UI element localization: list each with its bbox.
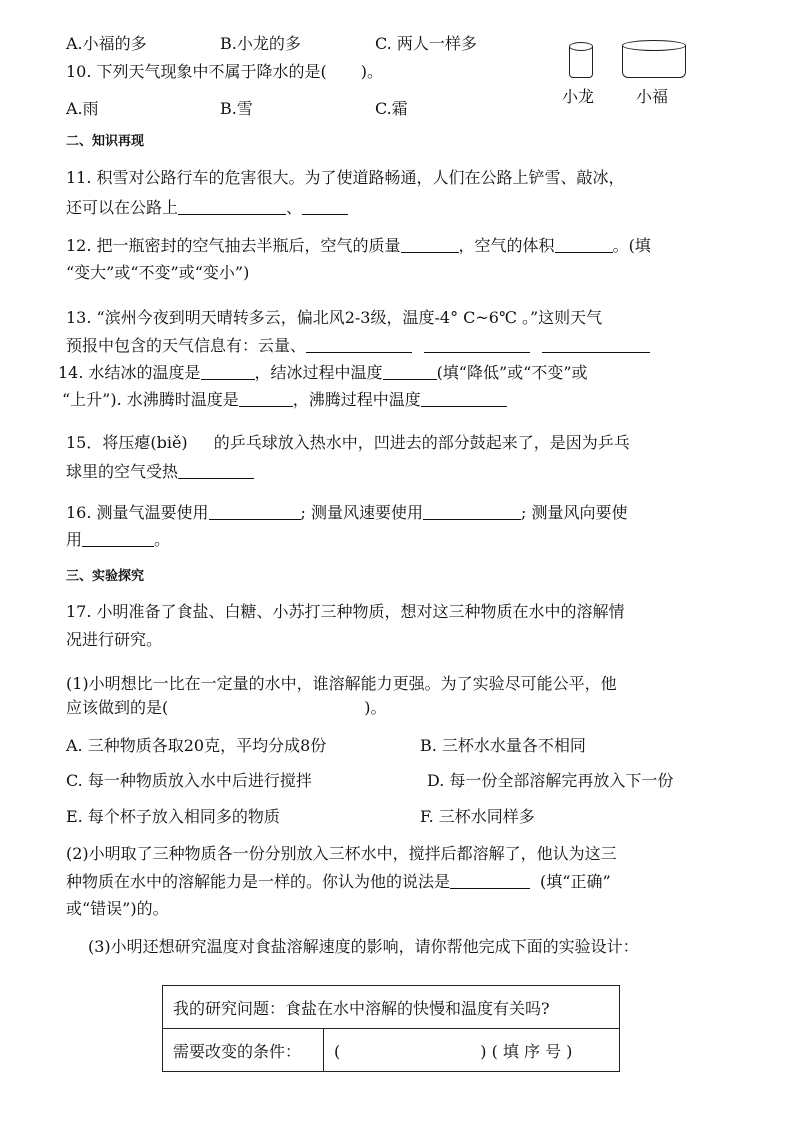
q15-line1 (66, 432, 630, 454)
q17-part2-line2 (66, 871, 611, 893)
section-3-title: 三、实验探究 (66, 569, 145, 584)
q16-text-c: ; 测量风向要使 (521, 503, 628, 522)
q13-line1: 13. “滨州今夜到明天晴转多云，偏北风2-3级，温度-4° C~6℃ 。”这则天气 (66, 308, 603, 327)
q16-text-b: ; 测量风速要使用 (300, 503, 424, 522)
condition-open-paren: ( (334, 1041, 341, 1061)
condition-close-paren: ) ( 填 序 号 ) (480, 1041, 573, 1061)
q17-part3-line1: (3)小明还想研究温度对食盐溶解速度的影响，请你帮他完成下面的实验设计： (88, 937, 639, 956)
q12-text-b: ，空气的体积 (458, 236, 555, 255)
q16-blank-temperature[interactable] (209, 503, 301, 520)
q16-line1 (66, 502, 628, 524)
q14-blank-freeze-process[interactable] (383, 363, 437, 380)
q14-blank-boil-temp[interactable] (239, 390, 293, 407)
q12-line2: “变大”或“不变”或“变小”) (66, 263, 250, 282)
q14-text-b: ，结冰过程中温度 (254, 363, 383, 382)
q17-part1-text-a: 应该做到的是( (66, 698, 169, 717)
q11-blank-1[interactable] (178, 198, 286, 215)
q12-text-a: 12. 把一瓶密封的空气抽去半瓶后，空气的质量 (66, 236, 401, 255)
q13-blank-2[interactable] (424, 336, 530, 353)
q16-blank-wind-direction[interactable] (82, 530, 154, 547)
big-cup-rim (622, 40, 686, 51)
condition-label-cell: 需要改变的条件： (163, 1029, 324, 1072)
q15-text-b: 的乒乓球放入热水中，凹进去的部分鼓起来了，是因为乒乓 (213, 433, 630, 452)
q9-option-b: B.小龙的多 (220, 34, 301, 53)
q15-text-a: 15．将压瘪(biě) (66, 433, 188, 452)
q14-blank-freeze-temp[interactable] (201, 363, 255, 380)
q16-line2 (66, 529, 170, 551)
q9-option-a: A.小福的多 (66, 34, 147, 53)
q14-line2 (62, 389, 507, 411)
q10-stem (66, 61, 383, 83)
q12-line1 (66, 235, 651, 257)
table-row (163, 1029, 620, 1072)
q14-text-d: “上升”). 水沸腾时温度是 (62, 390, 239, 409)
q17-option-f: F. 三杯水同样多 (420, 807, 535, 826)
q17-option-e: E. 每个杯子放入相同多的物质 (66, 807, 280, 826)
q17-option-a: A. 三种物质各取20克，平均分成8份 (66, 736, 327, 755)
q10-stem-end: )。 (360, 62, 384, 81)
q12-text-c: 。(填 (612, 236, 651, 255)
q17-line2: 况进行研究。 (66, 630, 163, 649)
q15-text-c: 球里的空气受热 (66, 462, 179, 481)
q14-line1 (58, 362, 588, 384)
experiment-design-table (162, 985, 620, 1072)
q17-part2-text-b: (填“正确” (540, 872, 611, 891)
table-row (163, 986, 620, 1029)
small-cup-rim (569, 42, 593, 51)
q17-part1-line2 (66, 697, 387, 719)
q13-blank-1[interactable] (306, 336, 412, 353)
q12-blank-mass[interactable] (401, 236, 459, 253)
q15-blank[interactable] (178, 462, 254, 479)
q17-option-d: D. 每一份全部溶解完再放入下一份 (427, 771, 674, 790)
q11-line2-text: 还可以在公路上 (66, 198, 179, 217)
q17-part1-line1: (1)小明想比一比在一定量的水中，谁溶解能力更强。为了实验尽可能公平，他 (66, 674, 617, 693)
q17-part2-line3: 或“错误”)的。 (66, 899, 169, 918)
small-cup-label: 小龙 (562, 87, 595, 106)
q17-option-c: C. 每一种物质放入水中后进行搅拌 (66, 771, 312, 790)
q11-separator: 、 (286, 198, 303, 217)
big-cup-label: 小福 (636, 87, 669, 106)
q14-blank-boil-process[interactable] (421, 390, 507, 407)
q11-blank-2[interactable] (302, 198, 348, 215)
q9-option-c: C. 两人一样多 (375, 34, 477, 53)
q10-option-c: C.霜 (375, 99, 408, 118)
q16-blank-wind-speed[interactable] (423, 503, 521, 520)
q17-part2-blank[interactable] (450, 872, 530, 889)
research-question-cell: 我的研究问题：食盐在水中溶解的快慢和温度有关吗? (163, 986, 620, 1029)
q17-part2-text-a: 种物质在水中的溶解能力是一样的。你认为他的说法是 (66, 872, 451, 891)
q10-option-b: B.雪 (220, 99, 253, 118)
q12-blank-volume[interactable] (555, 236, 613, 253)
q16-text-e: 。 (154, 530, 171, 549)
section-2-title: 二、知识再现 (66, 134, 145, 149)
q14-text-a: 14. 水结冰的温度是 (58, 363, 201, 382)
q17-part1-text-b: )。 (364, 698, 387, 717)
q16-text-a: 16. 测量气温要使用 (66, 503, 209, 522)
q13-text: 预报中包含的天气信息有：云量、 (66, 336, 307, 355)
q14-text-e: ，沸腾过程中温度 (292, 390, 421, 409)
q13-line2 (66, 335, 650, 357)
q11-line2 (66, 197, 348, 219)
q10-stem-text: 10. 下列天气现象中不属于降水的是( (66, 62, 327, 81)
condition-answer-cell[interactable] (324, 1029, 620, 1072)
q17-option-b: B. 三杯水水量各不相同 (420, 736, 586, 755)
q16-text-d: 用 (66, 530, 83, 549)
q14-text-c: (填“降低”或“不变”或 (436, 363, 588, 382)
q11-line1: 11. 积雪对公路行车的危害很大。为了使道路畅通，人们在公路上铲雪、敲冰， (66, 168, 625, 187)
q13-blank-3[interactable] (542, 336, 650, 353)
q17-part2-line1: (2)小明取了三种物质各一份分别放入三杯水中，搅拌后都溶解了，他认为这三 (66, 844, 617, 863)
q17-line1: 17. 小明准备了食盐、白糖、小苏打三种物质，想对这三种物质在水中的溶解情 (66, 602, 625, 621)
q10-option-a: A.雨 (66, 99, 99, 118)
q15-line2 (66, 461, 254, 483)
